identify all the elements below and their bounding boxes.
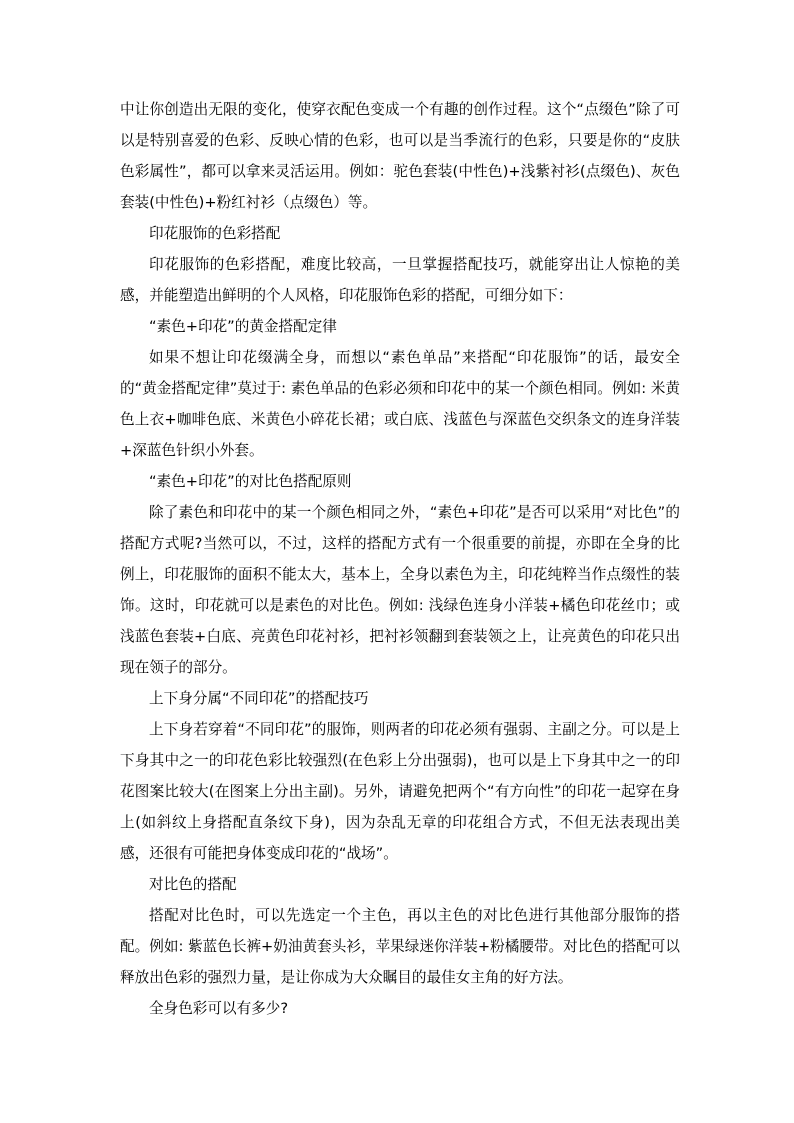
document-body (120, 94, 680, 1024)
paragraph-contrast-colors: 搭配对比色时，可以先选定一个主色，再以主色的对比色进行其他部分服饰的搭配。例如: 紫蓝色长裤+奶油黄套头衫，苹果绿迷你洋装+粉橘腰带。对比色的搭配可以释放出色彩的强烈力量，是让你成为大众瞩目的最佳女主角的好方法。 (120, 907, 680, 986)
section-heading-solid-print-contrast: “素色+印花”的对比色搭配原则 (149, 473, 352, 490)
section-heading-solid-print-golden-rule: “素色+印花”的黄金搭配定律 (149, 318, 337, 335)
section-heading-contrast-colors: 对比色的搭配 (149, 876, 237, 893)
section-heading-how-many-colors: 全身色彩可以有多少? (149, 1000, 289, 1017)
paragraph-solid-print-golden-rule: 如果不想让印花缀满全身，而想以“素色单品”来搭配“印花服饰”的话，最安全的“黄金搭配定律”莫过于: 素色单品的色彩必须和印花中的某一个颜色相同。例如: 米黄色上衣+咖啡色底、米黄色小碎花长裙；或白底、浅蓝色与深蓝色交织条文的连身洋装+深蓝色针织小外套。 (120, 349, 680, 459)
section-heading-print-color-matching: 印花服饰的色彩搭配 (149, 225, 281, 242)
paragraph-print-color-matching: 印花服饰的色彩搭配，难度比较高，一旦掌握搭配技巧，就能穿出让人惊艳的美感，并能塑造出鲜明的个人风格，印花服饰色彩的搭配，可细分如下： (120, 256, 680, 304)
paragraph-solid-print-contrast: 除了素色和印花中的某一个颜色相同之外，“素色+印花”是否可以采用“对比色”的搭配方式呢?当然可以，不过，这样的搭配方式有一个很重要的前提，亦即在全身的比例上，印花服饰的面积不能太大，基本上，全身以素色为主，印花纯粹当作点缀性的装饰。这时，印花就可以是素色的对比色。例如: 浅绿色连身小洋装+橘色印花丝巾；或浅蓝色套装+白底、亮黄色印花衬衫，把衬衫领翻到套装领之上，让亮黄色的印花只出现在领子的部分。 (120, 504, 680, 676)
paragraph-different-prints: 上下身若穿着“不同印花”的服饰，则两者的印花必须有强弱、主副之分。可以是上下身其中之一的印花色彩比较强烈(在色彩上分出强弱)，也可以是上下身其中之一的印花图案比较大(在图案上分出主副)。另外，请避免把两个“有方向性”的印花一起穿在身上(如斜纹上身搭配直条纹下身)，因为杂乱无章的印花组合方式，不但无法表现出美感，还很有可能把身体变成印花的“战场”。 (120, 721, 680, 862)
section-heading-different-prints: 上下身分属“不同印花”的搭配技巧 (149, 690, 369, 707)
paragraph-intro-continued: 中让你创造出无限的变化，使穿衣配色变成一个有趣的创作过程。这个“点缀色”除了可以是特别喜爱的色彩、反映心情的色彩，也可以是当季流行的色彩，只要是你的“皮肤色彩属性”，都可以拿来灵活运用。例如：驼色套装(中性色)+浅紫衬衫(点缀色)、灰色套装(中性色)+粉红衬衫（点缀色）等。 (120, 101, 680, 211)
